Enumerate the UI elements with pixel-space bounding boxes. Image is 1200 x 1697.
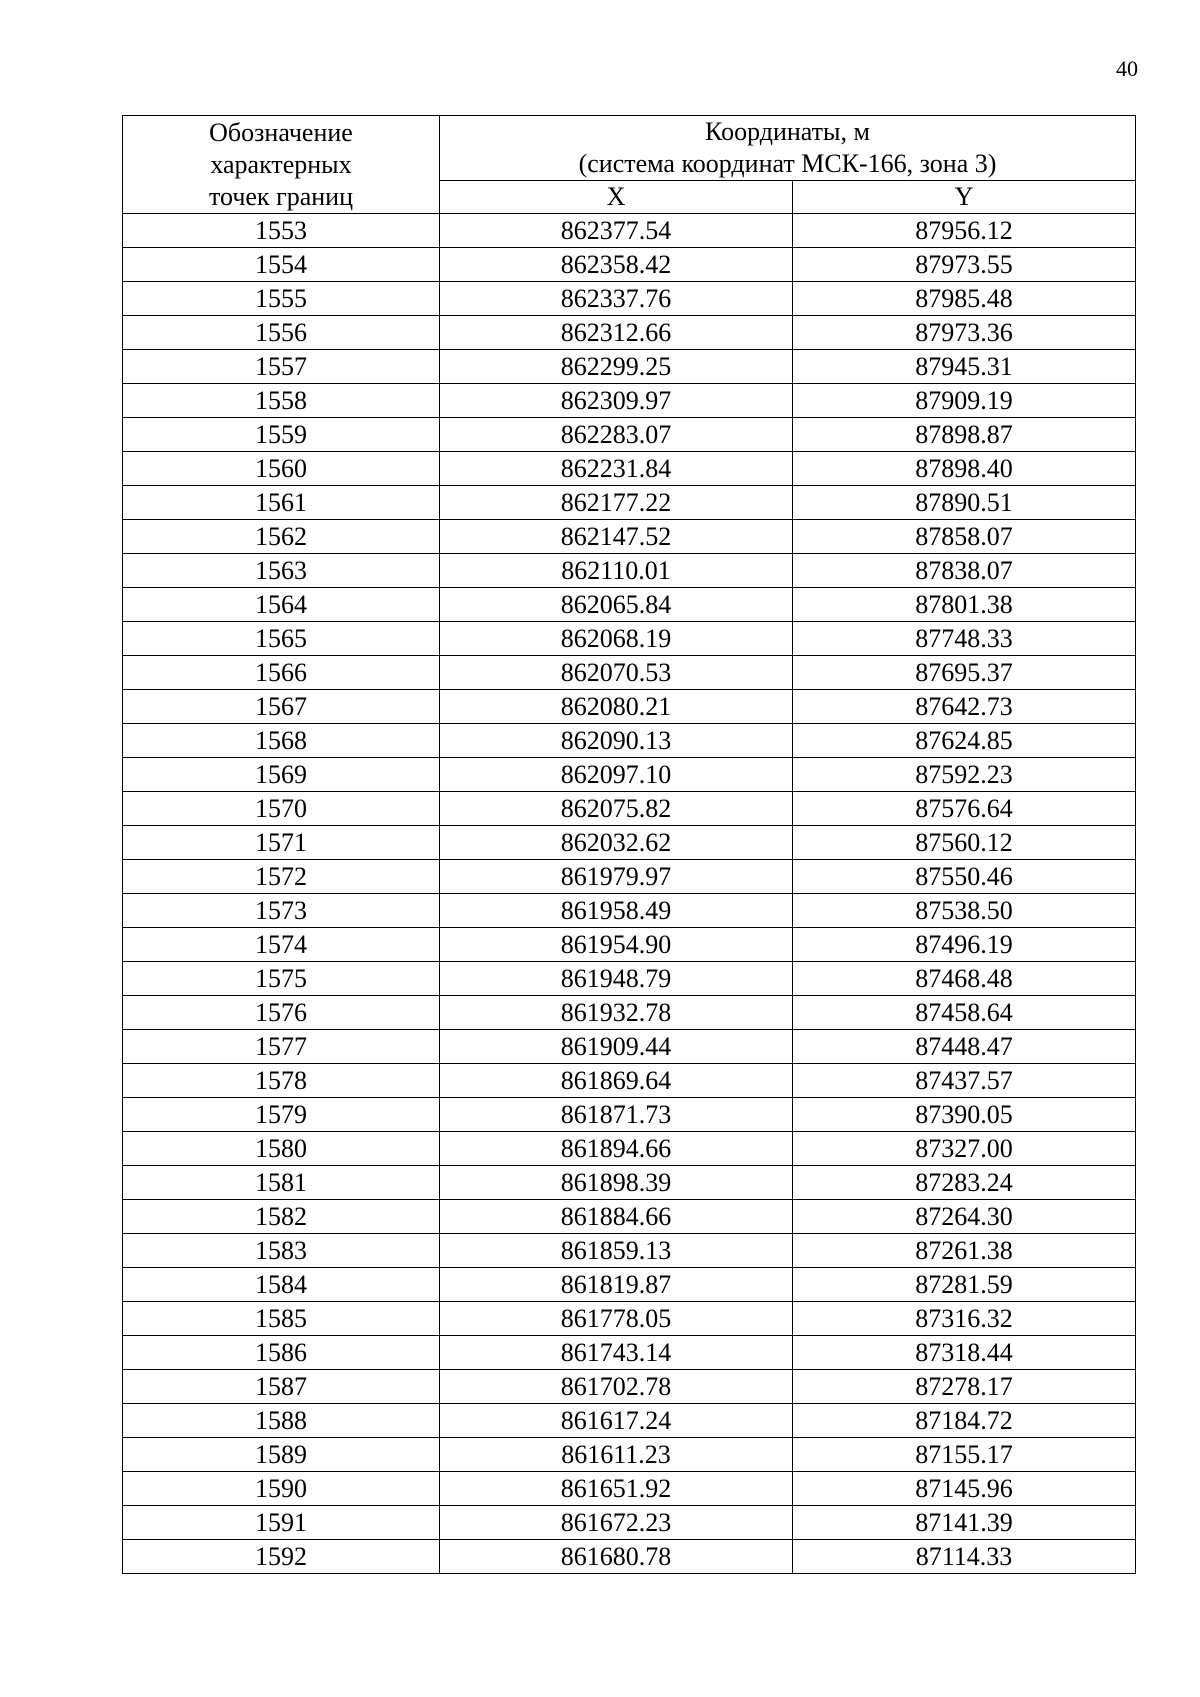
y-coordinate-cell: 87909.19 [793,384,1136,418]
point-cell: 1562 [123,520,440,554]
table-row [123,860,1136,894]
table-row [123,1200,1136,1234]
y-header: Y [793,181,1136,214]
table-row [123,1268,1136,1302]
table-header [123,116,1136,214]
table-row [123,1404,1136,1438]
x-coordinate-cell: 862070.53 [440,656,793,690]
y-coordinate-cell: 87695.37 [793,656,1136,690]
x-coordinate-cell: 861979.97 [440,860,793,894]
y-coordinate-cell: 87496.19 [793,928,1136,962]
header-row-main [123,116,1136,181]
y-coordinate-cell: 87316.32 [793,1302,1136,1336]
point-cell: 1584 [123,1268,440,1302]
x-coordinate-cell: 861778.05 [440,1302,793,1336]
table-row [123,1472,1136,1506]
y-coordinate-cell: 87858.07 [793,520,1136,554]
table-row [123,1438,1136,1472]
y-coordinate-cell: 87114.33 [793,1540,1136,1574]
point-cell: 1567 [123,690,440,724]
y-coordinate-cell: 87283.24 [793,1166,1136,1200]
point-cell: 1571 [123,826,440,860]
x-coordinate-cell: 862283.07 [440,418,793,452]
point-cell: 1583 [123,1234,440,1268]
table-row [123,452,1136,486]
y-coordinate-cell: 87576.64 [793,792,1136,826]
point-designation-header [123,116,440,214]
point-cell: 1587 [123,1370,440,1404]
x-coordinate-cell: 861884.66 [440,1200,793,1234]
coords-header-line2: (система координат МСК-166, зона 3) [578,149,997,178]
point-cell: 1589 [123,1438,440,1472]
table-row [123,1506,1136,1540]
y-coordinate-cell: 87985.48 [793,282,1136,316]
y-coordinate-cell: 87973.36 [793,316,1136,350]
point-cell: 1554 [123,248,440,282]
x-coordinate-cell: 862080.21 [440,690,793,724]
x-coordinate-cell: 862065.84 [440,588,793,622]
y-coordinate-cell: 87801.38 [793,588,1136,622]
y-coordinate-cell: 87318.44 [793,1336,1136,1370]
y-coordinate-cell: 87956.12 [793,214,1136,248]
x-coordinate-cell: 861898.39 [440,1166,793,1200]
y-coordinate-cell: 87550.46 [793,860,1136,894]
point-header-line1: Обозначение [209,117,353,147]
table-body [123,214,1136,1574]
y-coordinate-cell: 87973.55 [793,248,1136,282]
x-coordinate-cell: 862097.10 [440,758,793,792]
y-coordinate-cell: 87264.30 [793,1200,1136,1234]
x-coordinate-cell: 861958.49 [440,894,793,928]
y-coordinate-cell: 87592.23 [793,758,1136,792]
x-coordinate-cell: 862068.19 [440,622,793,656]
table-row [123,1132,1136,1166]
point-cell: 1579 [123,1098,440,1132]
x-coordinate-cell: 861702.78 [440,1370,793,1404]
x-header: X [440,181,793,214]
x-coordinate-cell: 861909.44 [440,1030,793,1064]
point-cell: 1555 [123,282,440,316]
x-coordinate-cell: 861869.64 [440,1064,793,1098]
y-coordinate-cell: 87468.48 [793,962,1136,996]
y-coordinate-cell: 87898.40 [793,452,1136,486]
table-row [123,1234,1136,1268]
y-coordinate-cell: 87838.07 [793,554,1136,588]
x-coordinate-cell: 861672.23 [440,1506,793,1540]
table-row [123,1030,1136,1064]
coordinates-header [440,116,1136,181]
point-header-line2: характерных [210,149,352,179]
table-row [123,588,1136,622]
x-coordinate-cell: 862177.22 [440,486,793,520]
point-cell: 1572 [123,860,440,894]
table-row [123,520,1136,554]
x-coordinate-cell: 861611.23 [440,1438,793,1472]
y-coordinate-cell: 87945.31 [793,350,1136,384]
y-coordinate-cell: 87278.17 [793,1370,1136,1404]
x-coordinate-cell: 861932.78 [440,996,793,1030]
y-coordinate-cell: 87327.00 [793,1132,1136,1166]
point-cell: 1564 [123,588,440,622]
table-row [123,622,1136,656]
x-coordinate-cell: 861871.73 [440,1098,793,1132]
x-coordinate-cell: 862309.97 [440,384,793,418]
table-row [123,724,1136,758]
point-cell: 1570 [123,792,440,826]
table-row [123,792,1136,826]
table-row [123,1098,1136,1132]
table-row [123,316,1136,350]
point-cell: 1573 [123,894,440,928]
y-coordinate-cell: 87145.96 [793,1472,1136,1506]
table-row [123,1166,1136,1200]
x-coordinate-cell: 861819.87 [440,1268,793,1302]
table-row [123,690,1136,724]
point-cell: 1590 [123,1472,440,1506]
y-coordinate-cell: 87458.64 [793,996,1136,1030]
y-coordinate-cell: 87390.05 [793,1098,1136,1132]
x-coordinate-cell: 862312.66 [440,316,793,350]
point-cell: 1566 [123,656,440,690]
y-coordinate-cell: 87890.51 [793,486,1136,520]
x-coordinate-cell: 861894.66 [440,1132,793,1166]
table-row [123,384,1136,418]
table-row [123,418,1136,452]
table-row [123,1302,1136,1336]
table-row [123,826,1136,860]
y-coordinate-cell: 87448.47 [793,1030,1136,1064]
point-cell: 1576 [123,996,440,1030]
x-coordinate-cell: 861680.78 [440,1540,793,1574]
point-cell: 1574 [123,928,440,962]
x-coordinate-cell: 862110.01 [440,554,793,588]
table-row [123,486,1136,520]
x-coordinate-cell: 862075.82 [440,792,793,826]
x-coordinate-cell: 862377.54 [440,214,793,248]
y-coordinate-cell: 87642.73 [793,690,1136,724]
table-row [123,1064,1136,1098]
y-coordinate-cell: 87624.85 [793,724,1136,758]
y-coordinate-cell: 87261.38 [793,1234,1136,1268]
x-coordinate-cell: 861743.14 [440,1336,793,1370]
table-row [123,758,1136,792]
point-cell: 1556 [123,316,440,350]
point-cell: 1558 [123,384,440,418]
table-row [123,656,1136,690]
point-cell: 1563 [123,554,440,588]
y-coordinate-cell: 87560.12 [793,826,1136,860]
coordinates-table [122,115,1136,1574]
x-coordinate-cell: 861859.13 [440,1234,793,1268]
x-coordinate-cell: 862358.42 [440,248,793,282]
x-coordinate-cell: 861617.24 [440,1404,793,1438]
x-coordinate-cell: 862090.13 [440,724,793,758]
x-coordinate-cell: 862337.76 [440,282,793,316]
y-coordinate-cell: 87155.17 [793,1438,1136,1472]
table-row [123,1336,1136,1370]
point-cell: 1592 [123,1540,440,1574]
point-cell: 1578 [123,1064,440,1098]
table-row [123,214,1136,248]
table-row [123,248,1136,282]
table-row [123,1540,1136,1574]
point-cell: 1565 [123,622,440,656]
table-row [123,350,1136,384]
x-coordinate-cell: 861651.92 [440,1472,793,1506]
point-cell: 1560 [123,452,440,486]
point-cell: 1577 [123,1030,440,1064]
point-cell: 1553 [123,214,440,248]
table-row [123,928,1136,962]
point-header-line3: точек границ [208,181,354,211]
coords-header-line1: Координаты, м [705,117,870,146]
point-cell: 1581 [123,1166,440,1200]
table-row [123,554,1136,588]
x-coordinate-cell: 861948.79 [440,962,793,996]
point-cell: 1561 [123,486,440,520]
point-cell: 1557 [123,350,440,384]
table-row [123,1370,1136,1404]
table-row [123,996,1136,1030]
point-cell: 1582 [123,1200,440,1234]
y-coordinate-cell: 87898.87 [793,418,1136,452]
table-row [123,962,1136,996]
x-coordinate-cell: 862032.62 [440,826,793,860]
point-cell: 1569 [123,758,440,792]
point-cell: 1575 [123,962,440,996]
y-coordinate-cell: 87538.50 [793,894,1136,928]
x-coordinate-cell: 862147.52 [440,520,793,554]
y-coordinate-cell: 87437.57 [793,1064,1136,1098]
x-coordinate-cell: 862299.25 [440,350,793,384]
y-coordinate-cell: 87141.39 [793,1506,1136,1540]
point-cell: 1559 [123,418,440,452]
table-row [123,282,1136,316]
point-cell: 1585 [123,1302,440,1336]
page-number: 40 [1116,56,1138,81]
point-cell: 1591 [123,1506,440,1540]
point-cell: 1568 [123,724,440,758]
table-row [123,894,1136,928]
x-coordinate-cell: 862231.84 [440,452,793,486]
point-cell: 1588 [123,1404,440,1438]
x-coordinate-cell: 861954.90 [440,928,793,962]
y-coordinate-cell: 87748.33 [793,622,1136,656]
y-coordinate-cell: 87184.72 [793,1404,1136,1438]
point-cell: 1586 [123,1336,440,1370]
point-cell: 1580 [123,1132,440,1166]
y-coordinate-cell: 87281.59 [793,1268,1136,1302]
